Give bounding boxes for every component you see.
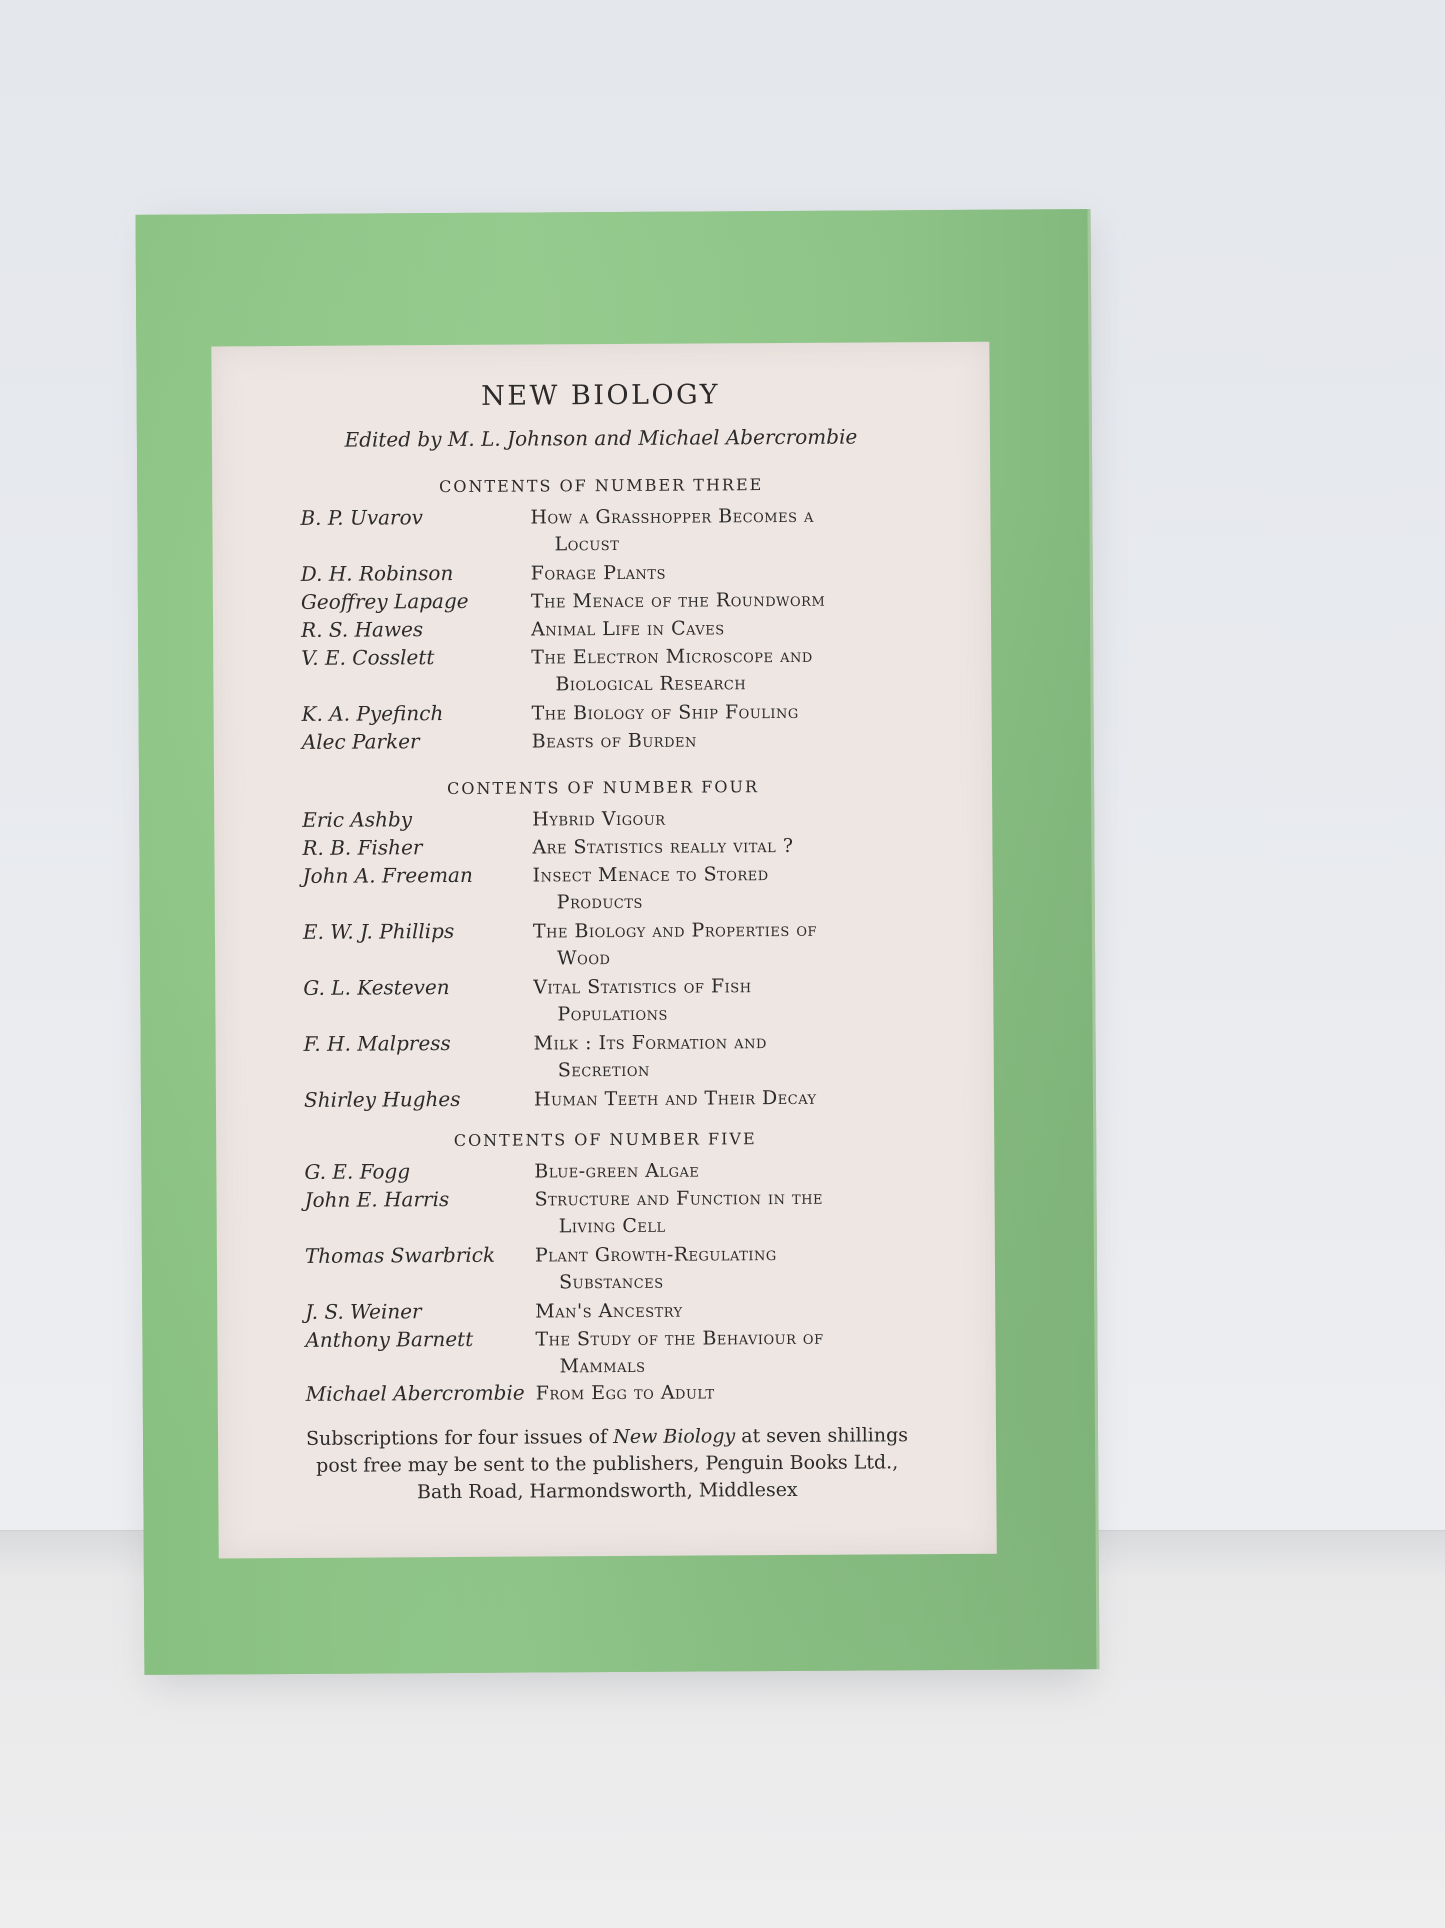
entry-title: Structure and Function in the Living Cell (534, 1186, 824, 1238)
entry-title: Are Statistics really vital ? (532, 834, 794, 859)
entry-author: Michael Abercrombie (305, 1380, 525, 1406)
entry-title: The Electron Microscope and Biological Research (531, 644, 813, 696)
contents-entry (216, 1084, 994, 1112)
entry-title: Animal Life in Caves (531, 617, 725, 641)
section-heading: CONTENTS OF NUMBER THREE (439, 475, 764, 497)
entry-title: Beasts of Burden (531, 729, 697, 753)
entry-author: Shirley Hughes (303, 1086, 461, 1112)
contents-entry (217, 1240, 995, 1294)
entry-title: Blue-green Algae (534, 1159, 700, 1183)
entry-title: The Biology of Ship Fouling (531, 700, 799, 725)
entry-author: E. W. J. Phillips (302, 918, 455, 944)
subscription-note: Subscriptions for four issues of New Biology at seven shillings post free may be sent to the publishers, Penguin Books Ltd., Bath Road, Harmondsworth, Middlesex (305, 1424, 909, 1504)
book-title: NEW BIOLOGY (481, 379, 721, 412)
editors-line: Edited by M. L. Johnson and Michael Abercrombie (344, 424, 858, 452)
entry-title: How a Grasshopper Becomes a Locust (530, 504, 814, 556)
entry-author: D. H. Robinson (300, 560, 454, 586)
section-heading: CONTENTS OF NUMBER FIVE (453, 1129, 757, 1151)
contents-entry (216, 1156, 994, 1184)
contents-entry (212, 502, 990, 556)
entry-author: R. S. Hawes (301, 617, 424, 642)
contents-entry (215, 972, 993, 1026)
entry-author: K. A. Pyefinch (301, 701, 444, 726)
entry-title: The Menace of the Roundworm (530, 588, 826, 613)
entry-title: Milk : Its Formation and Secretion (533, 1031, 767, 1082)
entry-title: Hybrid Vigour (532, 807, 666, 831)
entry-author: John E. Harris (304, 1187, 450, 1212)
contents-entry (214, 698, 992, 726)
entry-author: V. E. Cosslett (301, 645, 435, 670)
entry-author: G. E. Fogg (304, 1159, 411, 1184)
entry-title: Human Teeth and Their Decay (533, 1086, 817, 1111)
entry-title: The Biology and Properties of Wood (532, 918, 818, 970)
entry-author: Eric Ashby (302, 807, 413, 832)
entry-author: Alec Parker (301, 729, 420, 754)
entry-author: R. B. Fisher (302, 835, 423, 860)
entry-author: B. P. Uvarov (300, 505, 423, 530)
entry-title: Forage Plants (530, 561, 667, 585)
entry-title: Vital Statistics of Fish Populations (533, 975, 752, 1026)
contents-entry (217, 1296, 995, 1324)
entry-title: Insect Menace to Stored Products (532, 863, 769, 914)
section-heading: CONTENTS OF NUMBER FOUR (447, 777, 760, 799)
entry-author: John A. Freeman (302, 862, 473, 888)
entry-author: F. H. Malpress (303, 1031, 451, 1056)
book-back-cover (136, 209, 1100, 1675)
entry-title: From Egg to Adult (535, 1381, 715, 1405)
entry-title: Man's Ancestry (535, 1299, 683, 1323)
entry-author: Anthony Barnett (305, 1326, 474, 1352)
contents-entry (216, 1028, 994, 1082)
contents-entry (215, 916, 993, 970)
contents-panel (211, 342, 996, 1559)
entry-title: Plant Growth-Regulating Substances (534, 1243, 777, 1294)
entry-title: The Study of the Behaviour of Mammals (535, 1326, 824, 1378)
entry-author: G. L. Kesteven (303, 975, 450, 1000)
entry-author: Geoffrey Lapage (300, 588, 469, 614)
entry-author: J. S. Weiner (305, 1299, 422, 1324)
entry-author: Thomas Swarbrick (304, 1242, 496, 1268)
contents-entry (214, 804, 992, 832)
contents-entry (213, 558, 991, 586)
